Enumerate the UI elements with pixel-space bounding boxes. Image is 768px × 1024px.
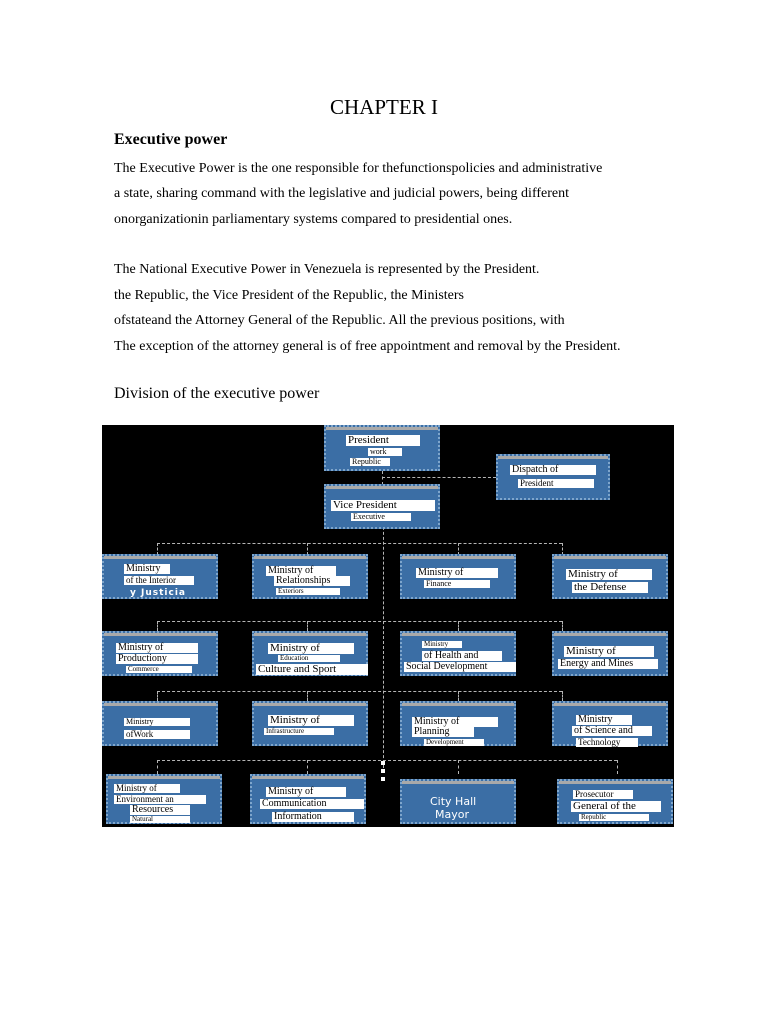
box-title-bar <box>554 556 666 559</box>
box-title-bar <box>254 633 366 636</box>
label: work <box>368 448 402 456</box>
connector-line <box>458 691 459 701</box>
box-title-bar <box>104 633 216 636</box>
label: Infrastructure <box>264 728 334 735</box>
label: Culture and Sport <box>256 664 368 675</box>
paragraph-2-line: ofstateand the Attorney General of the Republic. All the previous positions, with <box>114 313 565 328</box>
label: Ministry of <box>114 784 180 793</box>
label: President <box>518 479 594 488</box>
label: Finance <box>424 580 490 588</box>
label: Development <box>424 739 484 746</box>
label: Education <box>278 655 340 662</box>
box-title-bar <box>254 556 366 559</box>
label: Prosecutor <box>573 790 633 799</box>
label: Natural <box>130 816 190 823</box>
label: Ministry of <box>266 566 336 576</box>
box-title-bar <box>104 703 216 706</box>
box-ministry-production <box>102 631 218 676</box>
connector-line <box>383 517 384 773</box>
box-ministry-work <box>102 701 218 746</box>
connector-line <box>157 543 562 544</box>
label: General of the <box>571 801 661 812</box>
junction-marker <box>381 769 385 773</box>
box-title-bar <box>554 633 666 636</box>
box-ministry-finance <box>400 554 516 599</box>
label: Communication <box>260 799 364 809</box>
connector-line <box>157 621 158 631</box>
box-title-bar <box>402 633 514 636</box>
label: y Justicia <box>130 588 186 598</box>
box-prosecutor <box>557 779 673 824</box>
connector-line <box>307 691 308 701</box>
label: Vice President <box>331 500 435 511</box>
box-president <box>324 425 440 471</box>
connector-line <box>157 691 158 701</box>
box-ministry-communication <box>250 774 366 824</box>
connector-line <box>617 760 618 774</box>
label: of the Interior <box>124 576 194 585</box>
label: Planning <box>412 727 474 737</box>
connector-line <box>157 691 562 692</box>
label: Mayor <box>435 808 469 821</box>
label: Ministry of <box>268 715 354 726</box>
box-title-bar <box>254 703 366 706</box>
connector-line <box>307 621 308 631</box>
box-vice-president <box>324 484 440 529</box>
label: Ministry of <box>564 646 654 657</box>
paragraph-1-line: The Executive Power is the one responsible for thefunctionspolicies and administrative <box>114 161 603 176</box>
paragraph-2-line: The exception of the attorney general is of free appointment and removal by the President. <box>114 339 621 354</box>
label: Productiony <box>116 654 198 664</box>
chapter-title: CHAPTER I <box>330 95 438 119</box>
box-city-hall <box>400 779 516 824</box>
paragraph-1-line: onorganizationin parliamentary systems compared to presidential ones. <box>114 212 513 227</box>
junction-marker <box>381 777 385 781</box>
connector-line <box>458 621 459 631</box>
org-chart <box>102 425 674 827</box>
connector-line <box>307 760 308 774</box>
paragraph-2-line: The National Executive Power in Venezuela is represented by the President. <box>114 262 540 277</box>
label: Ministry of <box>116 643 198 653</box>
label: the Defense <box>572 582 648 593</box>
label: Ministry <box>124 718 190 726</box>
connector-line <box>157 760 617 761</box>
box-ministry-interior <box>102 554 218 599</box>
box-title-bar <box>252 776 364 779</box>
box-ministry-environment <box>106 774 222 824</box>
box-ministry-science <box>552 701 668 746</box>
label: Ministry of <box>268 643 354 654</box>
connector-line <box>157 621 562 622</box>
label: Energy and Mines <box>558 659 658 669</box>
label: President <box>346 435 420 446</box>
box-title-bar <box>559 781 671 784</box>
label: City Hall <box>430 795 477 808</box>
paragraph-1-line: a state, sharing command with the legislative and judicial powers, being different <box>114 186 569 201</box>
box-title-bar <box>402 556 514 559</box>
box-title-bar <box>402 781 514 784</box>
box-ministry-relationships <box>252 554 368 599</box>
label: Exteriors <box>276 588 340 595</box>
box-ministry-infrastructure <box>252 701 368 746</box>
label: Dispatch of <box>510 465 596 475</box>
label: Social Development <box>404 662 516 672</box>
label: Executive <box>351 513 411 521</box>
connector-line <box>562 691 563 701</box>
label: of Health and <box>422 651 502 661</box>
box-ministry-defense <box>552 554 668 599</box>
connector-line <box>458 760 459 774</box>
label: Ministry of <box>416 568 498 578</box>
label: Ministry <box>124 564 170 574</box>
box-ministry-health <box>400 631 516 676</box>
box-title-bar <box>498 456 608 459</box>
label: of Science and <box>572 726 652 736</box>
connector-line <box>382 477 496 478</box>
label: Environment an <box>114 795 206 804</box>
label: ofWork <box>124 730 190 739</box>
box-ministry-planning <box>400 701 516 746</box>
label: Commerce <box>126 666 192 673</box>
box-title-bar <box>554 703 666 706</box>
box-ministry-education <box>252 631 368 676</box>
box-title-bar <box>108 776 220 779</box>
box-title-bar <box>326 486 438 489</box>
box-title-bar <box>402 703 514 706</box>
label: Technology <box>576 738 638 747</box>
label: Ministry of <box>412 717 498 727</box>
label: Ministry <box>422 641 462 648</box>
connector-line <box>382 471 383 485</box>
label: Relationships <box>274 576 350 586</box>
label: Ministry of <box>266 787 346 797</box>
label: Republic <box>350 458 390 466</box>
box-ministry-energy <box>552 631 668 676</box>
box-title-bar <box>104 556 216 559</box>
label: Information <box>272 812 354 822</box>
label: Resources <box>130 805 190 815</box>
paragraph-2-line: the Republic, the Vice President of the Republic, the Ministers <box>114 288 464 303</box>
label: Ministry of <box>566 569 652 580</box>
subsection-heading: Division of the executive power <box>114 385 320 402</box>
connector-line <box>562 621 563 631</box>
label: Ministry <box>576 715 632 725</box>
section-heading: Executive power <box>114 131 228 148</box>
label: Republic <box>579 814 649 821</box>
box-dispatch <box>496 454 610 500</box>
connector-line <box>157 760 158 774</box>
box-title-bar <box>326 427 438 430</box>
junction-marker <box>381 761 385 765</box>
